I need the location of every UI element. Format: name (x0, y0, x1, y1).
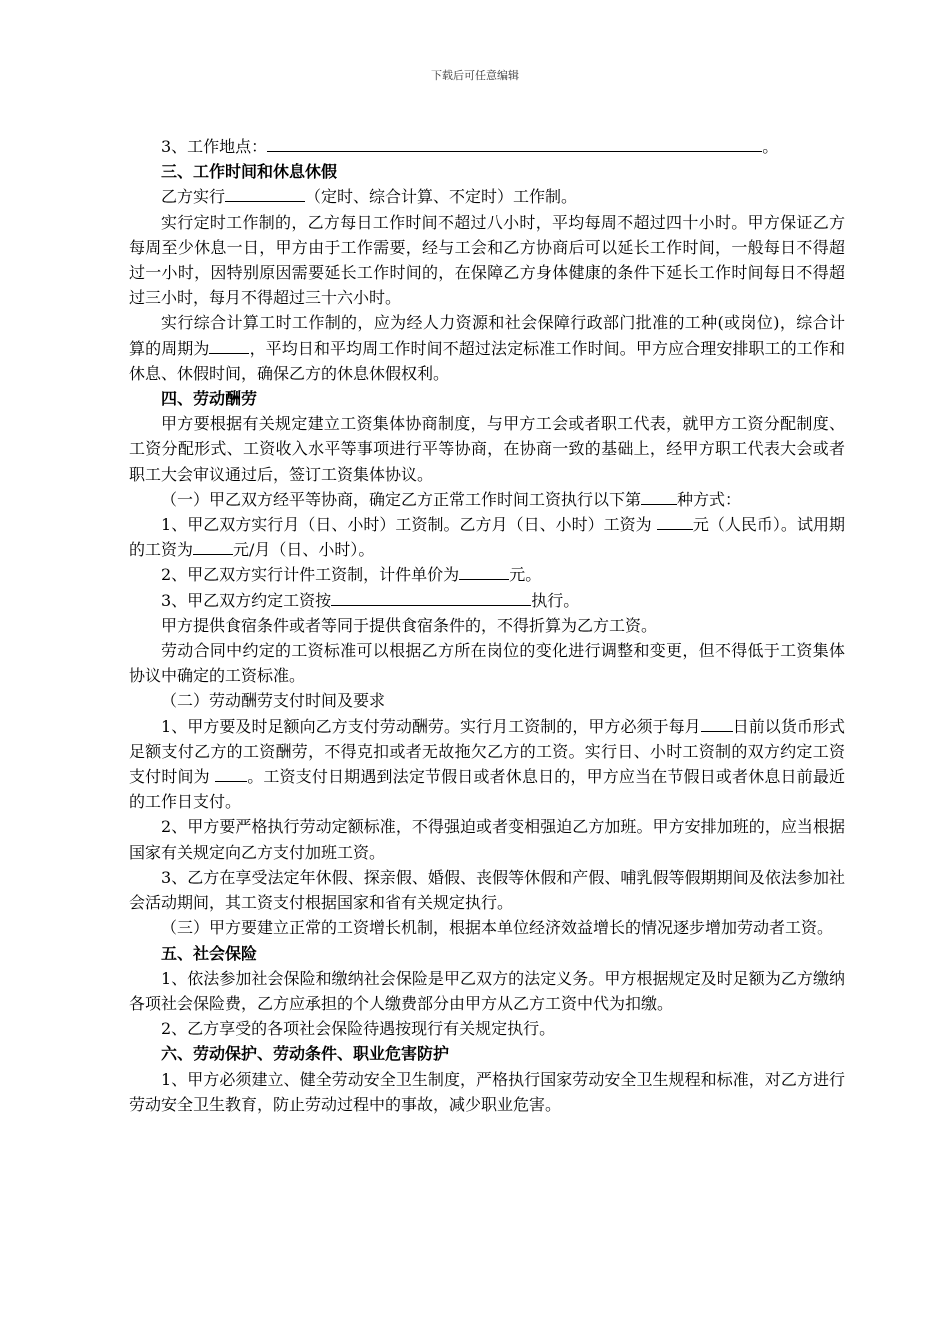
pay-day-blank[interactable] (701, 714, 733, 732)
paragraph-monthly-wage (129, 512, 845, 562)
work-system-label: 乙方实行 (161, 187, 226, 207)
monthly-wage-blank[interactable] (657, 512, 693, 530)
paragraph-wage-method (129, 487, 845, 512)
pay-time-blank[interactable] (215, 764, 247, 782)
paragraph-overtime: 2、甲方要严格执行劳动定额标准，不得强迫或者变相强迫乙方加班。甲方安排加班的，应当根据国家有关规定向乙方支付加班工资。 (129, 817, 845, 862)
paragraph-comprehensive-hours (129, 310, 845, 386)
method-number-blank[interactable] (641, 487, 677, 505)
work-location-blank[interactable] (267, 134, 762, 152)
piece-price-blank[interactable] (459, 562, 509, 580)
piece-wage-text-b: 元。 (509, 565, 542, 585)
piece-wage-text-a: 2、甲乙双方实行计件工资制，计件单价为 (161, 565, 460, 585)
section-6-heading: 六、劳动保护、劳动条件、职业危害防护 (161, 1044, 450, 1064)
payment-text-a: 1、甲方要及时足额向乙方支付劳动酬劳。实行月工资制的，甲方必须于每月 (161, 716, 701, 736)
wage-method-text-a: （一）甲乙双方经平等协商，确定乙方正常工作时间工资执行以下第 (161, 489, 642, 509)
agreed-wage-blank[interactable] (331, 588, 531, 606)
work-location-end: 。 (762, 137, 779, 156)
paragraph-fixed-hours: 实行定时工作制的，乙方每日工作时间不超过八小时，平均每周不超过四十小时。甲方保证乙方每周至少休息一日，甲方由于工作需要，经与工会和乙方协商后可以延长工作时间，一般每日不得超过一小时，因特别原因需要延长工作时间的，在保障乙方身体健康的条件下延长工作时间每日不得超过三小时，每月不得超过三十六小时。 (129, 212, 845, 308)
agreed-wage-text-b: 执行。 (531, 590, 580, 610)
monthly-wage-text-b: 元（人民币）。试用期的工资为 (129, 515, 845, 560)
paragraph-safety: 1、甲方必须建立、健全劳动安全卫生制度，严格执行国家劳动安全卫生规程和标准，对乙方进行劳动安全卫生教育，防止劳动过程中的事故，减少职业危害。 (129, 1069, 845, 1114)
payment-text-b: 日前以货币形式足额支付乙方的工资酬劳，不得克扣或者无故拖欠乙方的工资。实行日、小时工资制的双方约定工资支付时间为 (129, 716, 845, 787)
paragraph-board-lodging: 甲方提供食宿条件或者等同于提供食宿条件的，不得折算为乙方工资。 (161, 615, 658, 635)
section-5-heading: 五、社会保险 (161, 943, 258, 963)
monthly-wage-text-a: 1、甲乙双方实行月（日、小时）工资制。乙方月（日、小时）工资为 (161, 515, 657, 535)
paragraph-wage-adjust: 劳动合同中约定的工资标准可以根据乙方所在岗位的变化进行调整和变更，但不得低于工资集体协议中确定的工资标准。 (129, 641, 845, 686)
work-system-line (129, 184, 845, 209)
paragraph-payment-time (129, 714, 845, 815)
work-location-label: 3、工作地点： (161, 137, 268, 156)
paragraph-piece-wage (129, 562, 845, 587)
monthly-wage-text-c: 元/月（日、小时）。 (233, 540, 375, 560)
comprehensive-text-b: ，平均日和平均周工作时间不超过法定标准工作时间。甲方应合理安排职工的工作和休息、休假时间，确保乙方的休息休假权利。 (129, 338, 845, 383)
section-3-heading: 三、工作时间和休息休假 (161, 162, 338, 182)
section-4-heading: 四、劳动酬劳 (161, 389, 258, 409)
paragraph-wage-growth: （三）甲方要建立正常的工资增长机制，根据本单位经济效益增长的情况逐步增加劳动者工资。 (161, 918, 834, 938)
cycle-blank[interactable] (209, 336, 249, 354)
document-body (129, 134, 845, 1117)
paragraph-social-insurance: 1、依法参加社会保险和缴纳社会保险是甲乙双方的法定义务。甲方根据规定及时足额为乙方缴纳各项社会保险费，乙方应承担的个人缴费部分由甲方从乙方工资中代为扣缴。 (129, 968, 845, 1013)
paragraph-payment-heading: （二）劳动酬劳支付时间及要求 (161, 691, 386, 711)
paragraph-leave-pay: 3、乙方在享受法定年休假、探亲假、婚假、丧假等休假和产假、哺乳假等假期期间及依法参加社会活动期间，其工资支付根据国家和省有关规定执行。 (129, 867, 845, 913)
agreed-wage-text-a: 3、甲乙双方约定工资按 (161, 590, 332, 610)
paragraph-collective-wage: 甲方要根据有关规定建立工资集体协商制度，与甲方工会或者职工代表，就甲方工资分配制度、工资分配形式、工资收入水平等事项进行平等协商，在协商一致的基础上，经甲方职工代表大会或者职工大会审议通过后，签订工资集体协议。 (129, 414, 845, 484)
comprehensive-text-a: 实行综合计算工时工作制的，应为经人力资源和社会保障行政部门批准的工种(或岗位)，综合计算的周期为 (129, 313, 845, 358)
wage-method-text-b: 种方式： (677, 489, 742, 509)
work-location-line (129, 134, 845, 159)
paragraph-insurance-benefits: 2、乙方享受的各项社会保险待遇按现行有关规定执行。 (161, 1019, 556, 1039)
work-system-blank[interactable] (225, 184, 305, 202)
probation-wage-blank[interactable] (193, 537, 233, 555)
work-system-options: （定时、综合计算、不定时）工作制。 (305, 187, 578, 207)
page-header: 下载后可任意编辑 (431, 69, 519, 82)
paragraph-agreed-wage (129, 588, 845, 613)
payment-text-c: 。工资支付日期遇到法定节假日或者休息日的，甲方应当在节假日或者休息日前最近的工作日支付。 (129, 767, 845, 812)
